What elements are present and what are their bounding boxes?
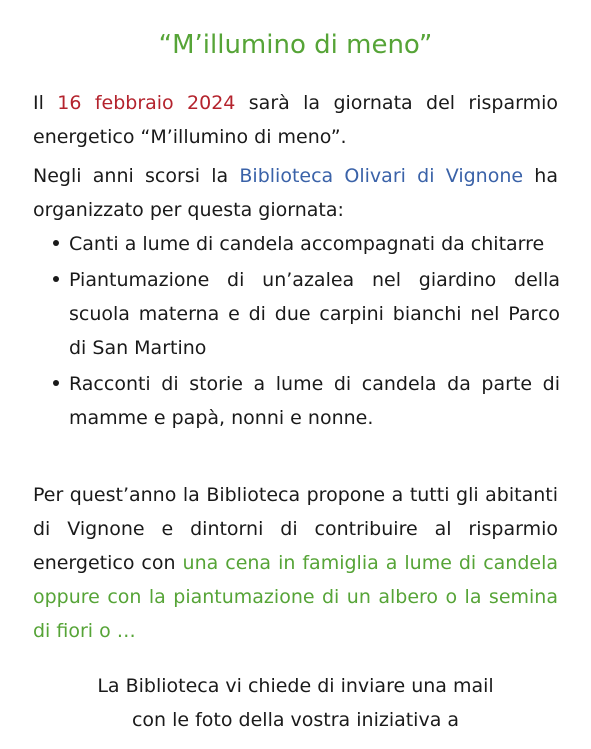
history-text-post: ha organizzato per questa giornata:	[33, 165, 558, 221]
intro-text-pre: Il	[33, 92, 58, 114]
list-item: Piantumazione di un’azalea nel giardino della scuola materna e di due carpini bianchi nel Parco di San Martino	[48, 263, 560, 365]
event-date: 16 febbraio 2024	[57, 92, 236, 114]
bullet-icon	[53, 240, 59, 246]
bullet-icon	[53, 276, 59, 282]
closing-line-2: con le foto della vostra iniziativa a	[131, 709, 460, 731]
activities-list	[48, 227, 560, 437]
intro-text-post: sarà la giornata del risparmio energetico “M’illumino di meno”.	[33, 92, 559, 148]
list-item: Canti a lume di candela accompagnati da chitarre	[48, 227, 560, 261]
list-item: Racconti di storie a lume di candela da parte di mamme e papà, nonni e nonne.	[48, 367, 560, 435]
bullet-icon	[53, 380, 59, 386]
page-title: “M’illumino di meno”	[158, 30, 433, 60]
proposal-text: Per quest’anno la Biblioteca propone a tutti gli abitanti di Vignone e dintorni di contribuire al risparmio energetico con	[33, 484, 558, 574]
library-name: Biblioteca Olivari di Vignone	[239, 165, 524, 187]
closing-line-1: La Biblioteca vi chiede di inviare una mail	[97, 675, 494, 697]
history-paragraph	[33, 159, 558, 227]
history-text-pre: Negli anni scorsi la	[33, 165, 240, 187]
proposal-highlight: una cena in famiglia a lume di candela oppure con la piantumazione di un albero o la semina di fiori o …	[33, 552, 559, 642]
intro-paragraph	[33, 86, 558, 154]
proposal-paragraph	[33, 478, 558, 648]
